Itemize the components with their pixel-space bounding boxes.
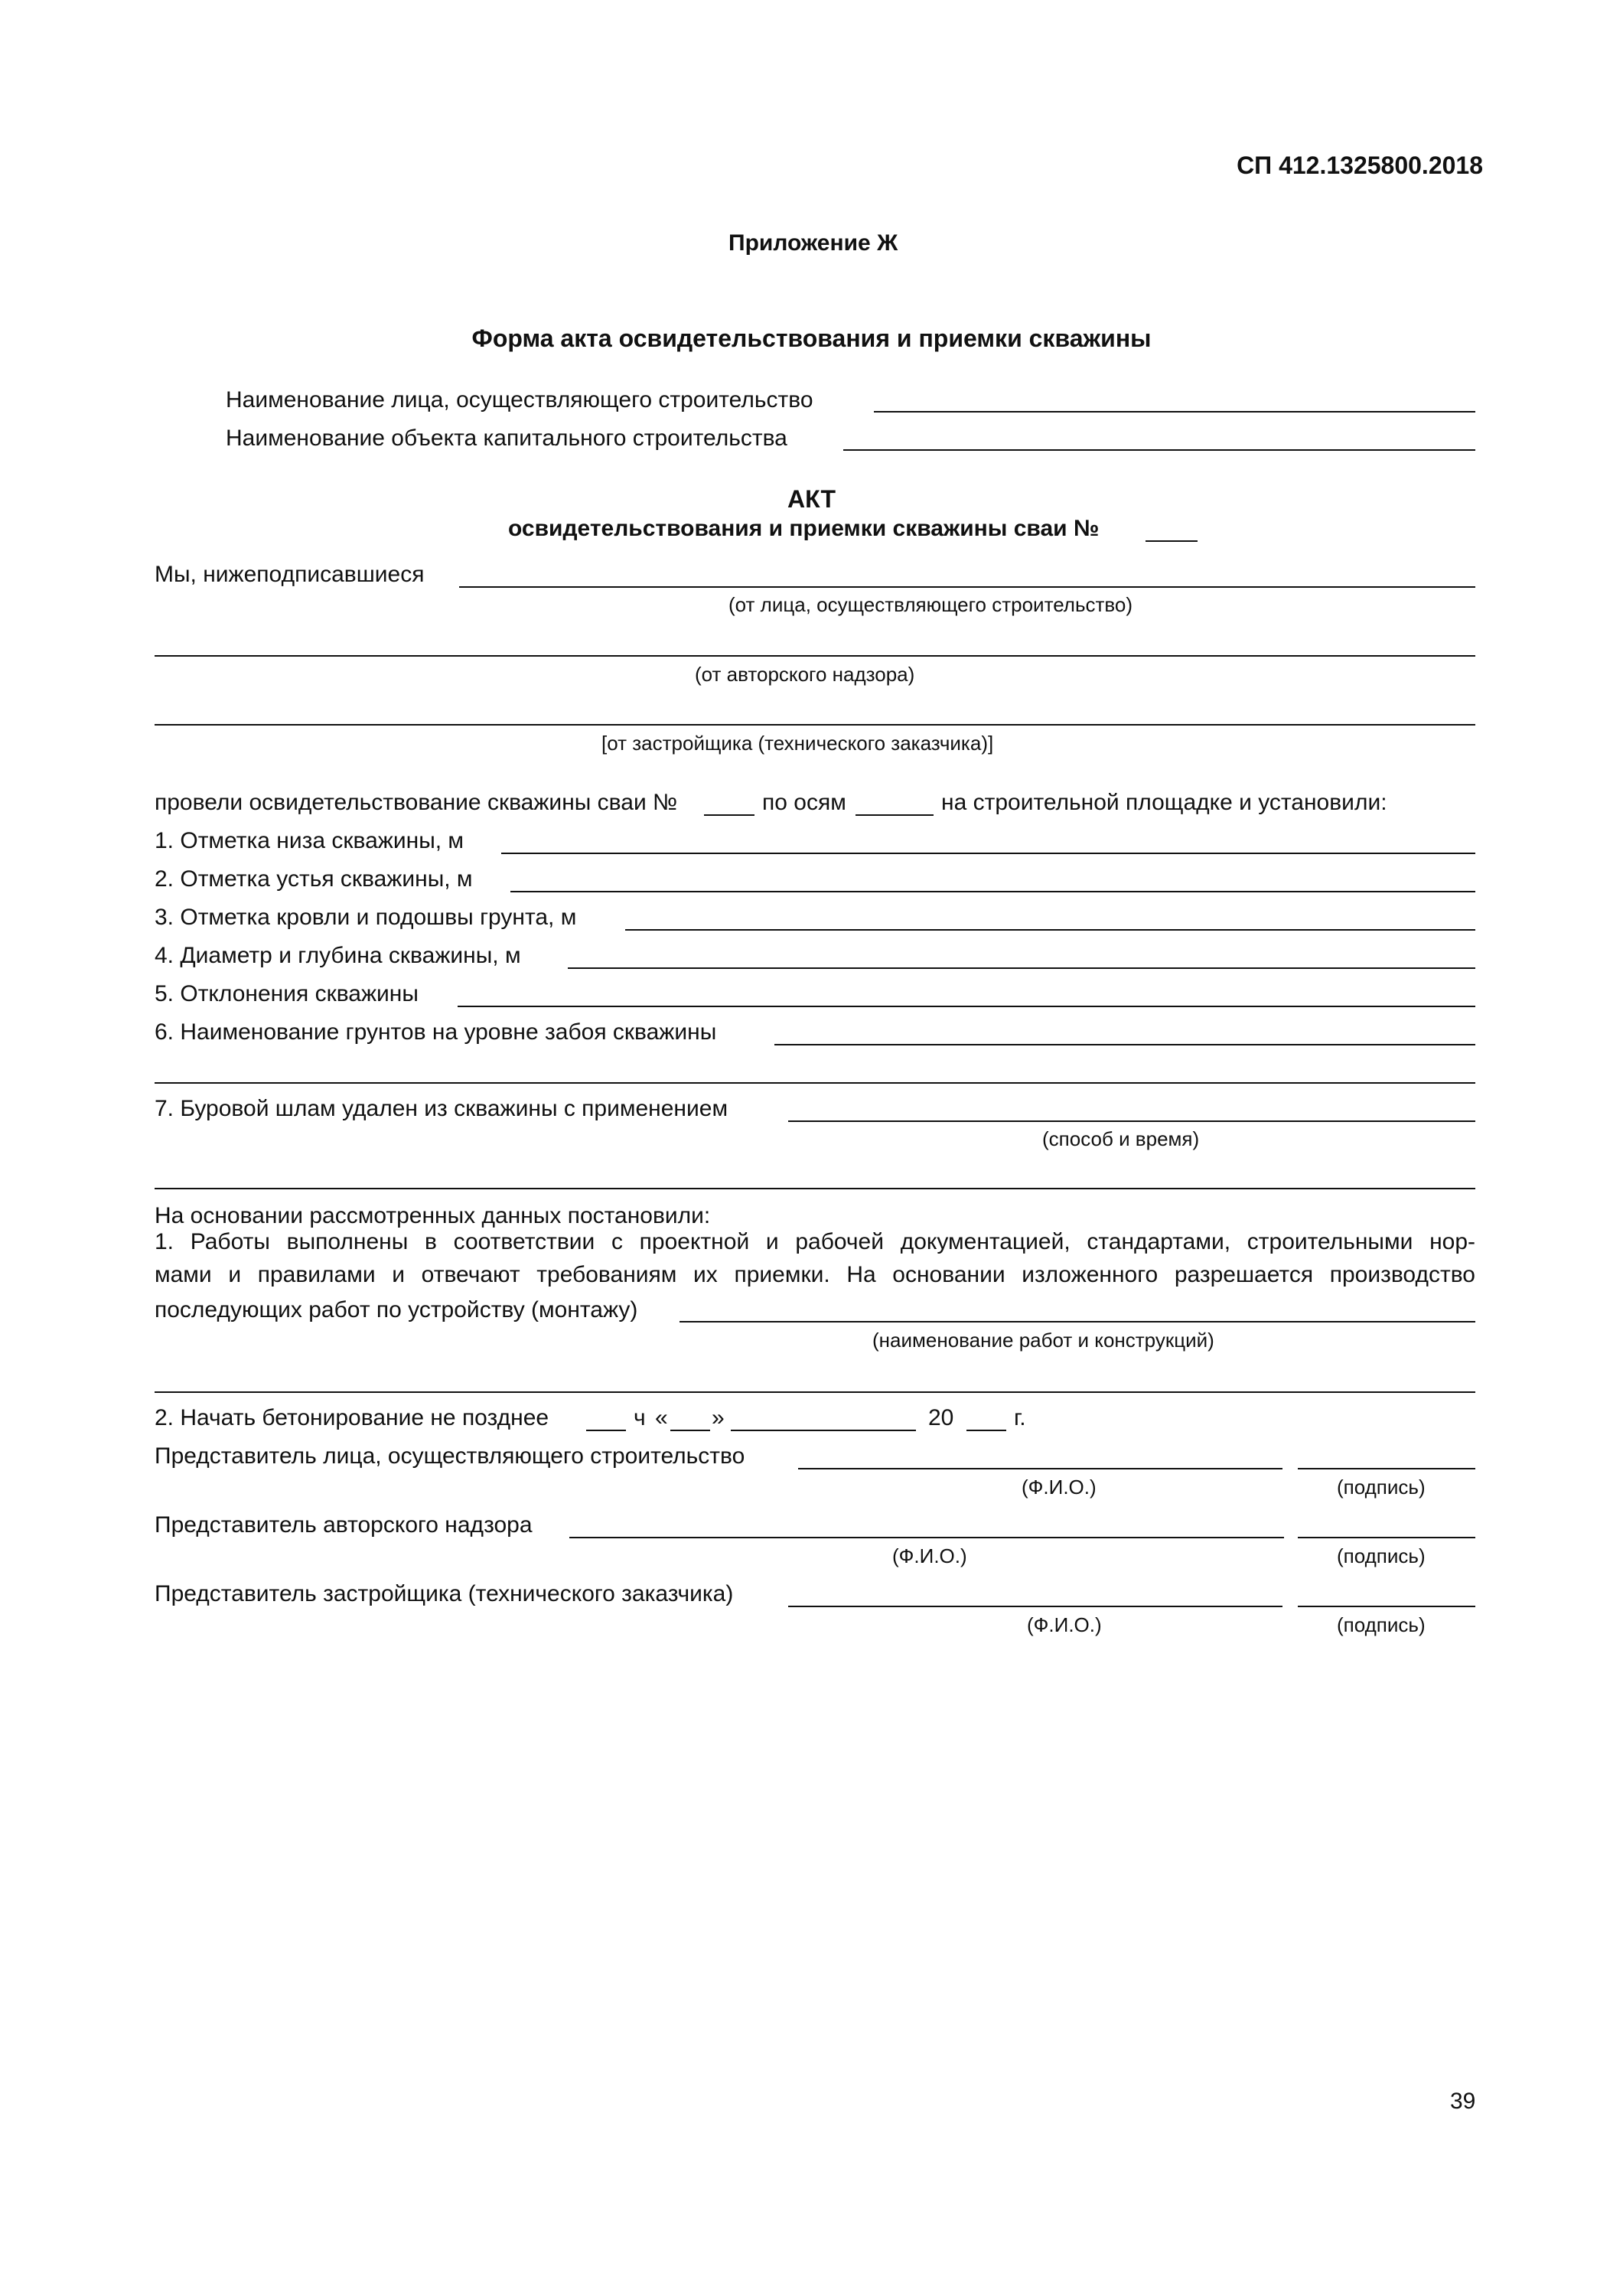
- item-soil-roof-label: 3. Отметка кровли и подошвы грунта, м: [155, 905, 577, 930]
- concreting-quote-close: »: [712, 1405, 725, 1430]
- builder-party-field[interactable]: [459, 586, 1475, 588]
- item-mouth-elevation-label: 2. Отметка устья скважины, м: [155, 866, 473, 892]
- concreting-year-field[interactable]: [966, 1430, 1006, 1431]
- pile-number-field[interactable]: [704, 814, 754, 816]
- signature-builder-sign-caption: (подпись): [1337, 1476, 1426, 1499]
- signature-supervision-label: Представитель авторского надзора: [155, 1512, 533, 1538]
- item-deviations-field[interactable]: [458, 1006, 1475, 1007]
- signature-builder-label: Представитель лица, осуществляющего строительство: [155, 1443, 745, 1469]
- developer-party-caption: [от застройщика (технического заказчика)]: [601, 732, 994, 755]
- concreting-day-field[interactable]: [670, 1430, 710, 1431]
- concreting-hour-field[interactable]: [586, 1430, 626, 1431]
- works-caption: (наименование работ и конструкций): [872, 1329, 1214, 1352]
- item-diameter-depth-field[interactable]: [568, 967, 1475, 969]
- item-bottom-elevation-label: 1. Отметка низа скважины, м: [155, 828, 464, 853]
- signature-developer-sign-caption: (подпись): [1337, 1613, 1426, 1636]
- signature-developer-name-field[interactable]: [788, 1606, 1282, 1607]
- item-soil-names-field[interactable]: [774, 1044, 1475, 1045]
- developer-party-field[interactable]: [155, 724, 1475, 726]
- builder-name-field[interactable]: [874, 411, 1475, 413]
- subsequent-works-field-cont[interactable]: [155, 1391, 1475, 1393]
- signature-builder-sign-field[interactable]: [1298, 1468, 1475, 1469]
- form-title: Форма акта освидетельствования и приемки скважины: [471, 325, 1152, 352]
- appendix-label: Приложение Ж: [728, 230, 898, 256]
- concreting-year-prefix: 20: [928, 1405, 954, 1430]
- inspection-text-start: провели освидетельствование скважины сваи №: [155, 790, 678, 815]
- concreting-quote-open: «: [655, 1405, 668, 1430]
- item-soil-roof-field[interactable]: [625, 929, 1475, 931]
- item-cuttings-removed-field-cont[interactable]: [155, 1188, 1475, 1189]
- builder-party-caption: (от лица, осуществляющего строительство): [728, 593, 1133, 616]
- item-cuttings-removed-label: 7. Буровой шлам удален из скважины с применением: [155, 1096, 728, 1121]
- resolution-line-2: мами и правилами и отвечают требованиям их приемки. На основании изложенного разрешается производство: [155, 1262, 1475, 1287]
- act-subtitle: освидетельствования и приемки скважины сваи №: [508, 516, 1100, 541]
- item-mouth-elevation-field[interactable]: [510, 891, 1475, 892]
- object-name-label: Наименование объекта капитального строительства: [226, 426, 787, 451]
- item-bottom-elevation-field[interactable]: [501, 853, 1475, 854]
- signature-supervision-name-caption: (Ф.И.О.): [892, 1544, 967, 1567]
- axes-field[interactable]: [855, 814, 934, 816]
- supervision-party-field[interactable]: [155, 655, 1475, 657]
- item-soil-names-label: 6. Наименование грунтов на уровне забоя скважины: [155, 1019, 717, 1045]
- standard-code: СП 412.1325800.2018: [1237, 152, 1483, 179]
- resolution-line-3: последующих работ по устройству (монтажу): [155, 1297, 638, 1322]
- object-name-field[interactable]: [843, 449, 1475, 451]
- signature-developer-sign-field[interactable]: [1298, 1606, 1475, 1607]
- signature-supervision-sign-caption: (подпись): [1337, 1544, 1426, 1567]
- concreting-hour-label: ч: [634, 1405, 646, 1430]
- item-diameter-depth-label: 4. Диаметр и глубина скважины, м: [155, 943, 521, 968]
- page-number: 39: [1450, 2089, 1476, 2114]
- inspection-text-axes: по осям: [762, 790, 846, 815]
- subsequent-works-field[interactable]: [680, 1321, 1475, 1322]
- method-time-caption: (способ и время): [1042, 1127, 1200, 1150]
- inspection-text-end: на строительной площадке и установили:: [941, 790, 1387, 815]
- builder-name-label: Наименование лица, осуществляющего строительство: [226, 387, 813, 413]
- signature-builder-name-field[interactable]: [798, 1468, 1282, 1469]
- signature-supervision-name-field[interactable]: [569, 1537, 1284, 1538]
- item-deviations-label: 5. Отклонения скважины: [155, 981, 419, 1006]
- resolution-line-1: 1. Работы выполнены в соответствии с проектной и рабочей документацией, стандартами, строительными нор-: [155, 1229, 1475, 1254]
- concreting-month-field[interactable]: [731, 1430, 916, 1431]
- concreting-label: 2. Начать бетонирование не позднее: [155, 1405, 549, 1430]
- signature-builder-name-caption: (Ф.И.О.): [1022, 1476, 1097, 1499]
- supervision-party-caption: (от авторского надзора): [695, 663, 915, 686]
- signature-supervision-sign-field[interactable]: [1298, 1537, 1475, 1538]
- signature-developer-name-caption: (Ф.И.О.): [1027, 1613, 1102, 1636]
- resolution-intro: На основании рассмотренных данных постановили:: [155, 1203, 711, 1228]
- we-undersigned-label: Мы, нижеподписавшиеся: [155, 562, 425, 587]
- concreting-year-suffix: г.: [1014, 1405, 1026, 1430]
- signature-developer-label: Представитель застройщика (технического заказчика): [155, 1581, 734, 1606]
- item-soil-names-field-cont[interactable]: [155, 1082, 1475, 1084]
- item-cuttings-removed-field[interactable]: [788, 1120, 1475, 1122]
- act-title: АКТ: [787, 485, 836, 513]
- act-number-field[interactable]: [1146, 540, 1198, 542]
